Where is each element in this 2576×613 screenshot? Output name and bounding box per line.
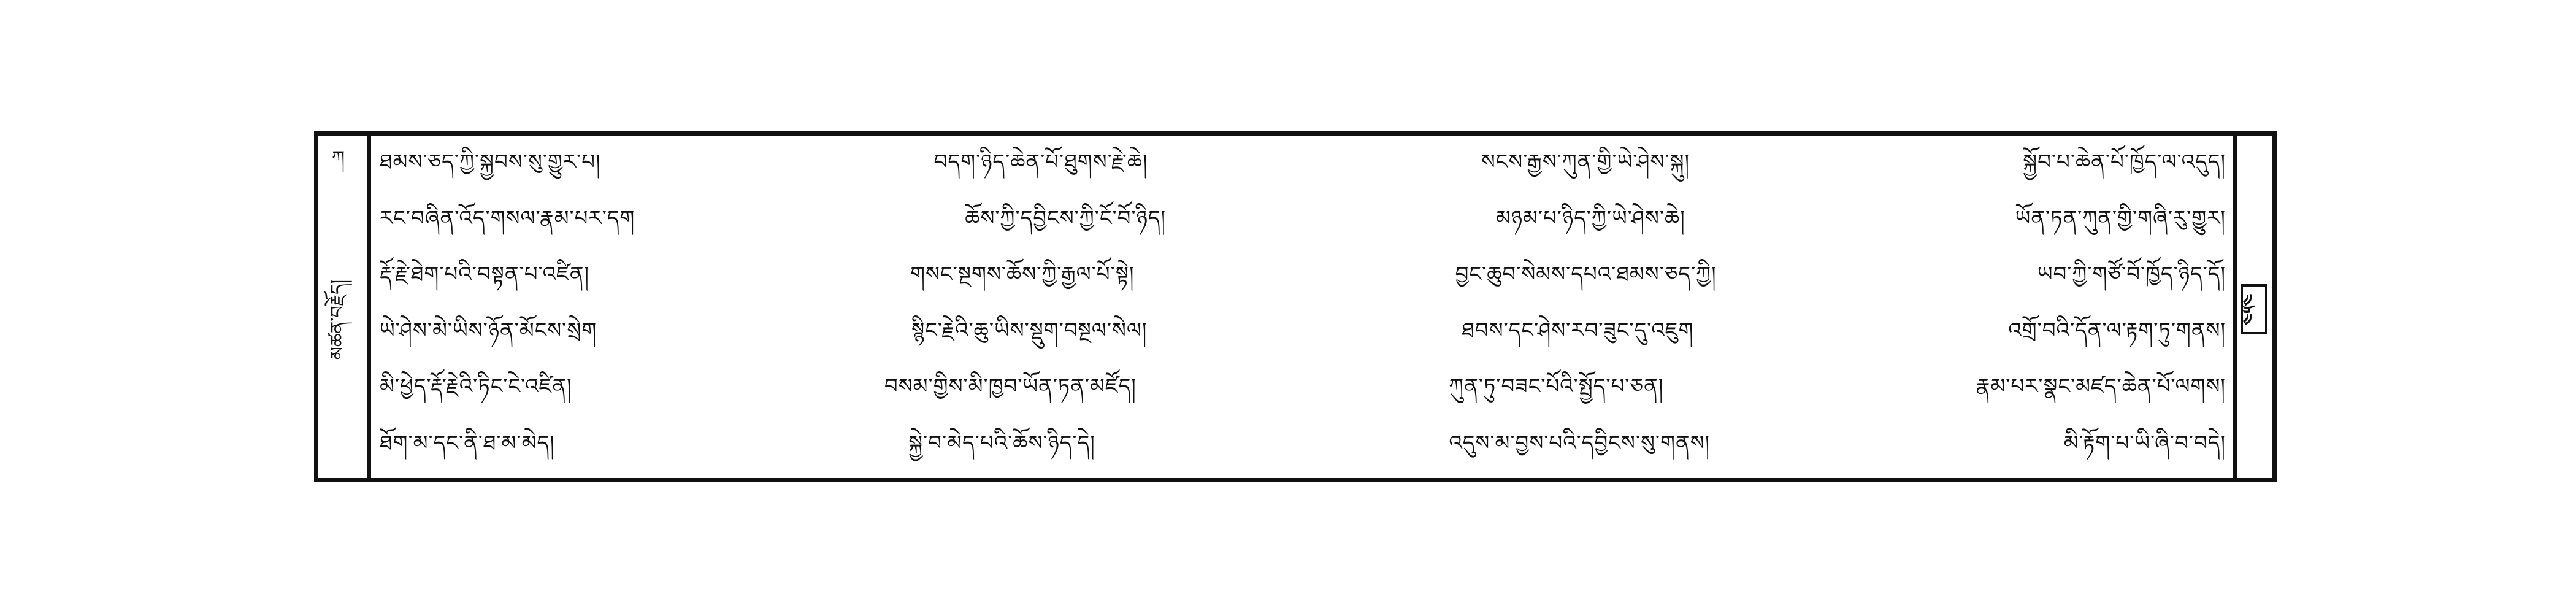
- verse-segment: བྱང་ཆུབ་སེམས་དཔའ་ཐམས་ཅད་ཀྱི།: [1455, 262, 1717, 287]
- verse-segment: གསང་སྔགས་ཆོས་ཀྱི་རྒྱལ་པོ་སྟེ།: [910, 262, 1135, 287]
- text-line: [380, 425, 2226, 472]
- verse-segment: ཐབས་དང་ཤེས་རབ་ཟུང་དུ་འཇུག: [1462, 318, 1694, 343]
- verse-segment: ཡེ་ཤེས་མེ་ཡིས་ཉོན་མོངས་སྲེག: [380, 318, 597, 343]
- verse-segment: འདུས་མ་བྱས་པའི་དབྱིངས་སུ་གནས།: [1449, 430, 1711, 455]
- verse-segment: སྐྱོབ་པ་ཆེན་པོ་ཁྱོད་ལ་འདུད།: [2023, 150, 2226, 174]
- verse-segment: མི་ཕྱེད་རྡོ་རྗེའི་ཏིང་ངེ་འཛིན།: [380, 374, 572, 399]
- verse-segment: བསམ་གྱིས་མི་ཁྱབ་ཡོན་ཏན་མཛོད།: [884, 374, 1137, 399]
- verse-segment: མི་རྟོག་པ་ཡི་ཞི་བ་བདེ།: [2063, 430, 2226, 455]
- margin-marker: ཀ: [332, 147, 345, 169]
- margin-title: མཚན་བརྗོད།: [327, 279, 348, 360]
- verse-segment: སངས་རྒྱས་ཀུན་གྱི་ཡེ་ཤེས་སྐུ།: [1481, 150, 1690, 174]
- folio-number-box: [2241, 284, 2267, 334]
- left-margin: [318, 136, 371, 478]
- verse-segment: ཐོག་མ་དང་ནི་ཐ་མ་མེད།: [380, 430, 555, 455]
- verse-segment: སྐྱེ་བ་མེད་པའི་ཆོས་ཉིད་དེ།: [908, 430, 1095, 455]
- verse-segment: མཉམ་པ་ཉིད་ཀྱི་ཡེ་ཤེས་ཆེ།: [1495, 206, 1685, 231]
- text-line: [380, 144, 2226, 191]
- verse-segment: རྣམ་པར་སྣང་མཛད་ཆེན་པོ་ལགས།: [1976, 374, 2226, 399]
- pecha-folio: [314, 131, 2277, 482]
- verse-segment: ཡོན་ཏན་ཀུན་གྱི་གཞི་རུ་གྱུར།: [2015, 206, 2226, 231]
- verse-segment: ཆོས་ཀྱི་དབྱིངས་ཀྱི་ངོ་བོ་ཉིད།: [965, 206, 1167, 231]
- verse-segment: རྡོ་རྗེ་ཐེག་པའི་བསྟན་པ་འཛིན།: [380, 262, 590, 287]
- verse-segment: བདག་ཉིད་ཆེན་པོ་ཐུགས་རྗེ་ཆེ།: [933, 150, 1148, 174]
- verse-segment: ཐམས་ཅད་ཀྱི་སྐྱབས་སུ་གྱུར་པ།: [380, 150, 601, 174]
- text-line: [380, 313, 2226, 360]
- verse-segment: ཀུན་ཏུ་བཟང་པོའི་སྤྱོད་པ་ཅན།: [1449, 374, 1664, 399]
- verse-segment: ཡབ་ཀྱི་གཙོ་བོ་ཁྱོད་ཉིད་དོ།: [2037, 262, 2226, 287]
- right-margin: [2233, 136, 2272, 478]
- verse-segment: འགྲོ་བའི་དོན་ལ་རྟག་ཏུ་གནས།: [2008, 318, 2226, 343]
- text-line: [380, 369, 2226, 415]
- verse-segment: སྙིང་རྗེའི་ཆུ་ཡིས་སྡུག་བསྔལ་སེལ།: [911, 318, 1148, 343]
- main-text-block: [380, 144, 2226, 472]
- text-line: [380, 201, 2226, 247]
- text-line: [380, 256, 2226, 303]
- folio-number: ༤༥༤: [2239, 293, 2260, 325]
- verse-segment: རང་བཞིན་འོད་གསལ་རྣམ་པར་དག: [380, 206, 635, 231]
